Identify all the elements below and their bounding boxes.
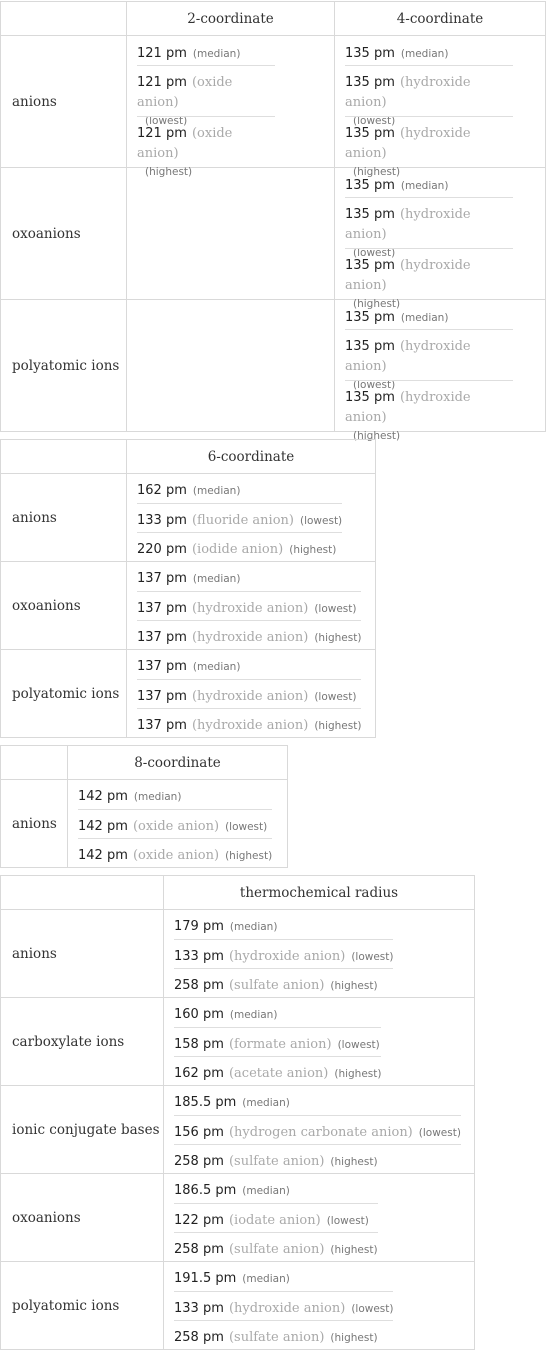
value-cell [164, 1086, 475, 1174]
header-row [1, 2, 546, 36]
empty-cell [127, 168, 335, 300]
row-label: anions [1, 36, 127, 168]
lowest-entry: 142 pm (oxide anion) (lowest) [78, 809, 272, 838]
lowest-entry: 137 pm (hydroxide anion) (lowest) [137, 679, 361, 708]
column-header: thermochemical radius [164, 876, 475, 910]
median-entry: 179 pm (median) [174, 919, 278, 934]
table-row [1, 36, 546, 168]
row-label: polyatomic ions [1, 1262, 164, 1350]
median-entry: 185.5 pm (median) [174, 1095, 290, 1110]
corner-cell [1, 876, 164, 910]
lowest-entry: 133 pm (hydroxide anion) (lowest) [174, 939, 393, 968]
row-label: ionic conjugate bases [1, 1086, 164, 1174]
column-header: 2-coordinate [127, 2, 335, 36]
row-label: anions [1, 780, 68, 868]
table-row [1, 562, 376, 650]
highest-entry: 135 pm (hydroxide anion) (highest) [345, 248, 513, 299]
value-cell [127, 650, 376, 738]
column-header: 8-coordinate [68, 746, 288, 780]
highest-entry: 258 pm (sulfate anion) (highest) [174, 968, 393, 997]
corner-cell [1, 440, 127, 474]
lowest-entry: 135 pm (hydroxide anion) (lowest) [345, 197, 513, 248]
header-row [1, 876, 475, 910]
lowest-entry: 122 pm (iodate anion) (lowest) [174, 1203, 378, 1232]
row-label: polyatomic ions [1, 650, 127, 738]
lowest-entry: 135 pm (hydroxide anion) (lowest) [345, 329, 513, 380]
value-cell [335, 168, 546, 310]
table-row [1, 1174, 475, 1262]
value-cell [164, 1174, 475, 1262]
column-header: 4-coordinate [335, 2, 546, 36]
median-entry: 121 pm (median) [137, 45, 241, 61]
table-row [1, 780, 288, 868]
row-label: oxoanions [1, 1174, 164, 1262]
table-row [1, 910, 475, 998]
highest-entry: 121 pm (oxide anion) (highest) [137, 116, 275, 167]
highest-entry: 220 pm (iodide anion) (highest) [137, 532, 342, 561]
lowest-entry: 133 pm (hydroxide anion) (lowest) [174, 1291, 393, 1320]
value-cell [68, 780, 288, 868]
median-entry: 137 pm (median) [137, 571, 241, 586]
lowest-entry: 135 pm (hydroxide anion) (lowest) [345, 65, 513, 116]
highest-entry: 258 pm (sulfate anion) (highest) [174, 1320, 393, 1349]
value-cell [164, 910, 475, 998]
corner-cell [1, 2, 127, 36]
row-label: anions [1, 474, 127, 562]
table-row [1, 168, 546, 300]
table-row [1, 474, 376, 562]
table-row [1, 998, 475, 1086]
table-row [1, 650, 376, 738]
row-label: polyatomic ions [1, 300, 127, 432]
row-label: anions [1, 910, 164, 998]
lowest-entry: 156 pm (hydrogen carbonate anion) (lowest) [174, 1115, 461, 1144]
coordinate-6-table [0, 439, 376, 738]
value-cell [127, 562, 376, 650]
median-entry: 137 pm (median) [137, 659, 241, 674]
row-label: oxoanions [1, 562, 127, 650]
median-entry: 186.5 pm (median) [174, 1183, 290, 1198]
coordinate-8-table [0, 745, 288, 868]
median-entry: 135 pm (median) [345, 45, 449, 61]
value-cell [164, 998, 475, 1086]
value-cell [127, 474, 376, 562]
value-cell [335, 36, 546, 178]
highest-entry: 137 pm (hydroxide anion) (highest) [137, 708, 361, 737]
lowest-entry: 133 pm (fluoride anion) (lowest) [137, 503, 342, 532]
median-entry: 135 pm (median) [345, 177, 449, 193]
lowest-entry: 137 pm (hydroxide anion) (lowest) [137, 591, 361, 620]
empty-cell [127, 300, 335, 432]
table-row [1, 1262, 475, 1350]
header-row [1, 440, 376, 474]
median-entry: 160 pm (median) [174, 1007, 278, 1022]
highest-entry: 137 pm (hydroxide anion) (highest) [137, 620, 361, 649]
coordinate-2-4-table [0, 1, 546, 442]
corner-cell [1, 746, 68, 780]
header-row [1, 746, 288, 780]
lowest-entry: 158 pm (formate anion) (lowest) [174, 1027, 381, 1056]
highest-entry: 258 pm (sulfate anion) (highest) [174, 1144, 461, 1173]
table-row [1, 300, 546, 432]
highest-entry: 142 pm (oxide anion) (highest) [78, 838, 272, 867]
value-cell [164, 1262, 475, 1350]
highest-entry: 258 pm (sulfate anion) (highest) [174, 1232, 378, 1261]
value-cell [335, 300, 546, 442]
column-header: 6-coordinate [127, 440, 376, 474]
median-entry: 135 pm (median) [345, 309, 449, 325]
median-entry: 142 pm (median) [78, 789, 182, 804]
median-entry: 162 pm (median) [137, 483, 241, 498]
lowest-entry: 121 pm (oxide anion) (lowest) [137, 65, 275, 116]
table-row [1, 1086, 475, 1174]
highest-entry: 135 pm (hydroxide anion) (highest) [345, 116, 513, 167]
thermochemical-radius-table [0, 875, 475, 1350]
row-label: oxoanions [1, 168, 127, 300]
median-entry: 191.5 pm (median) [174, 1271, 290, 1286]
value-cell [127, 36, 335, 178]
highest-entry: 135 pm (hydroxide anion) (highest) [345, 380, 513, 431]
highest-entry: 162 pm (acetate anion) (highest) [174, 1056, 381, 1085]
row-label: carboxylate ions [1, 998, 164, 1086]
